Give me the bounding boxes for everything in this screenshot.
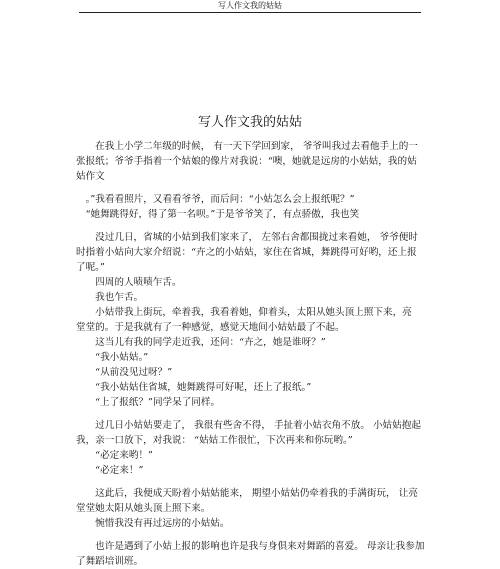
paragraph xyxy=(76,380,421,410)
text-line: 。”我看看照片，又看看爷爷，而后问：“小姑怎么会上报纸呢？” xyxy=(76,194,355,205)
text-line: 了呢。” xyxy=(76,262,105,273)
paragraph xyxy=(76,486,421,516)
paragraph xyxy=(76,539,425,569)
text-line: 了舞蹈培训班。 xyxy=(76,556,144,567)
text-line: 过几日小姑姑要走了， 我很有些舍不得， 手扯着小姑衣角不放。 小姑姑抱起 xyxy=(76,420,421,431)
paragraph xyxy=(76,463,421,478)
paragraph xyxy=(76,139,421,184)
paragraph xyxy=(76,335,421,350)
paragraph xyxy=(76,350,421,365)
text-line: 也许是遇到了小姑上报的影响也许是我与身俱来对舞蹈的喜爱。 母亲让我参加 xyxy=(76,541,425,552)
text-line: “必定来！” xyxy=(76,465,144,476)
text-line: 我，亲一口放下，对我说： “姑姑工作很忙，下次再来和你玩哟。” xyxy=(76,435,353,446)
document-title: 写人作文我的姑姑 xyxy=(197,115,302,130)
paragraph xyxy=(76,418,421,448)
paragraph xyxy=(76,230,421,275)
text-line: 这当儿有我的同学走近我，还问：“卉之，她是谁呀？” xyxy=(76,337,326,348)
text-line: 在我上小学二年级的时候， 有一天下学回到家， 爷爷叫我过去看他手上的一 xyxy=(76,141,418,152)
paragraph xyxy=(76,448,421,463)
paragraph xyxy=(76,305,421,335)
text-line: 我也乍舌。 xyxy=(76,292,144,303)
text-line: 堂堂她太阳从她头顶上照下来。 xyxy=(76,503,211,514)
text-line: “从前没见过呀？” xyxy=(76,367,173,378)
header-rule xyxy=(79,12,421,13)
paragraph xyxy=(76,365,421,380)
text-line: “她舞跳得好，得了第一名呗。”于是爷爷笑了，有点骄傲，我也笑 xyxy=(76,209,360,220)
text-line: “我小姑姑住省城，她舞跳得可好呢，还上了报纸。” xyxy=(76,382,312,393)
running-header: 写人作文我的姑姑 xyxy=(218,1,282,10)
text-line: 惋惜我没有再过远房的小姑姑。 xyxy=(76,518,230,529)
text-line: “我小姑姑。” xyxy=(76,352,149,363)
text-line: 小姑带我上街玩，牵着我，我看着她，仰着头，太阳从她头顶上照下来，亮 xyxy=(76,307,412,318)
text-line: 张报纸；爷爷手指着一个姑娘的像片对我说：“噢，她就是远房的小姑姑，我的姑 xyxy=(76,156,417,167)
text-line: 四周的人啧啧乍舌。 xyxy=(76,277,182,288)
document-body xyxy=(76,139,425,569)
text-line: 姑作文 xyxy=(76,171,105,182)
paragraph xyxy=(76,516,421,531)
paragraph xyxy=(76,275,421,290)
text-line: 这此后，我便成天盼着小姑姑能来， 期望小姑姑仍牵着我的手满街玩， 让亮 xyxy=(76,488,418,499)
text-line: 没过几日，省城的小姑到我们家来了， 左邻右舍都围拢过来看她， 爷爷便时 xyxy=(76,232,418,243)
text-line: 时指着小姑向大家介绍说：“卉之的小姑姑，家住在省城，舞跳得可好哟，还上报 xyxy=(76,247,417,258)
paragraph xyxy=(76,192,421,222)
text-line: “必定来哟！” xyxy=(76,450,153,461)
text-line: 堂堂的。于是我就有了一种感觉，感觉天地间小姑姑最了不起。 xyxy=(76,322,345,333)
text-line: “上了报纸？”同学呆了同样。 xyxy=(76,397,221,408)
paragraph xyxy=(76,290,421,305)
